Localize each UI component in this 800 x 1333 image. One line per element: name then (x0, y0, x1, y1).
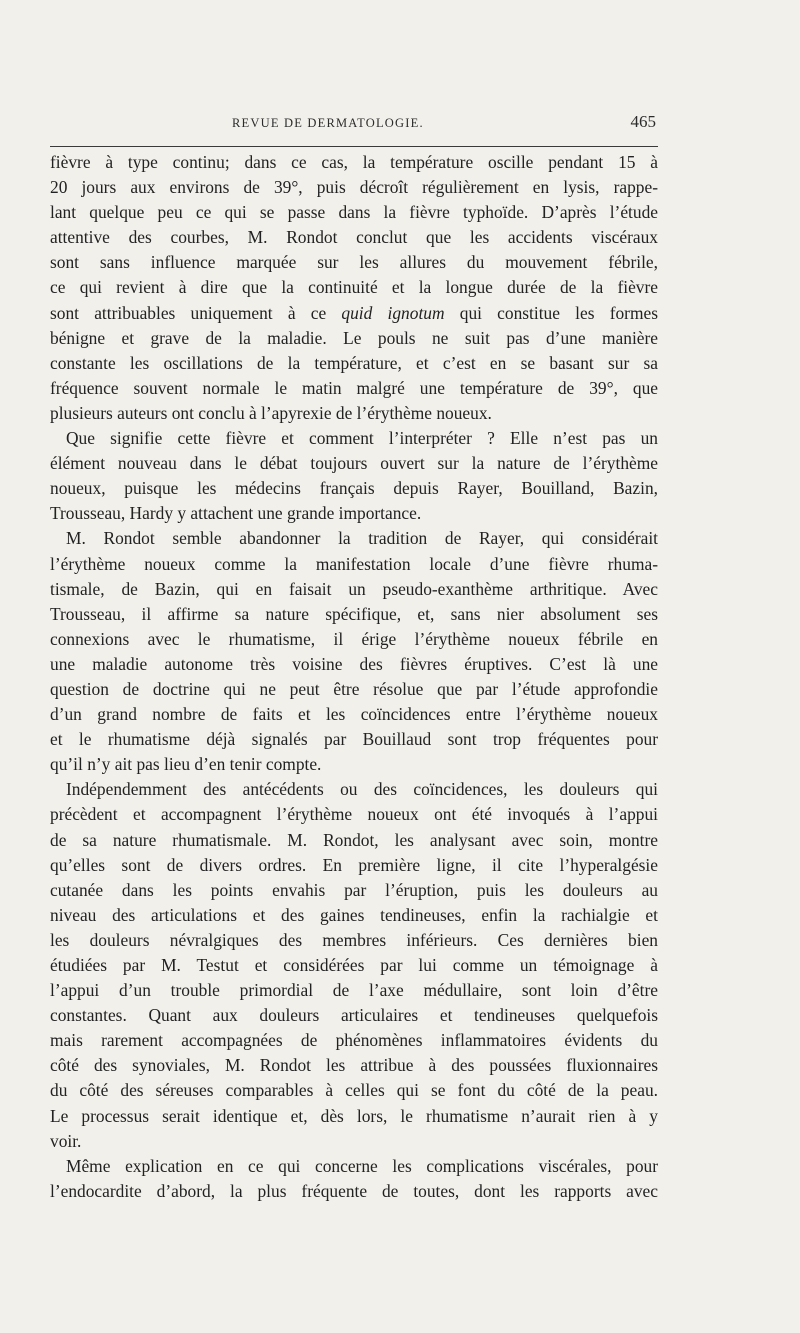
text-line: tismale, de Bazin, qui en faisait un pseudo-exanthème arthritique. Avec (50, 578, 658, 599)
text-line: question de doctrine qui ne peut être résolue que par l’étude approfondie (50, 678, 658, 699)
text-line: M. Rondot semble abandonner la tradition de Rayer, qui considérait (66, 528, 658, 549)
text-line: constantes. Quant aux douleurs articulaires et tendineuses quelquefois (50, 1005, 658, 1026)
text-line: mais rarement accompagnées de phénomènes inflammatoires évidents du (50, 1030, 658, 1051)
text-line-with-italic (50, 301, 658, 326)
header-rule (50, 146, 658, 147)
text-line: voir. (50, 1130, 82, 1151)
text-line: qu’il n’y ait pas lieu d’en tenir compte. (50, 754, 322, 775)
text-line: Même explication en ce qui concerne les complications viscérales, pour (66, 1155, 658, 1176)
body-text (50, 150, 658, 1204)
text-line: ce qui revient à dire que la continuité et la longue durée de la fièvre (50, 277, 658, 298)
text-line: connexions avec le rhumatisme, il érige l’érythème noueux fébrile en (50, 628, 658, 649)
text-line: l’érythème noueux comme la manifestation locale d’une fièvre rhuma- (50, 553, 658, 574)
text-line: Trousseau, Hardy y attachent une grande importance. (50, 503, 422, 524)
text-line: les douleurs névralgiques des membres inférieurs. Ces dernières bien (50, 929, 658, 950)
text-line: de sa nature rhumatismale. M. Rondot, les analysant avec soin, montre (50, 829, 658, 850)
text-line: côté des synoviales, M. Rondot les attribue à des poussées fluxionnaires (50, 1055, 658, 1076)
text-line: cutanée dans les points envahis par l’éruption, puis les douleurs au (50, 879, 658, 900)
text-line: lant quelque peu ce qui se passe dans la fièvre typhoïde. D’après l’étude (50, 202, 658, 223)
text-line: Trousseau, il affirme sa nature spécifique, et, sans nier absolument ses (50, 603, 658, 624)
text-line: Indépendemment des antécédents ou des coïncidences, les douleurs qui (66, 779, 658, 800)
text-line: et le rhumatisme déjà signalés par Bouillaud sont trop fréquentes pour (50, 729, 658, 750)
text-line: plusieurs auteurs ont conclu à l’apyrexie de l’érythème noueux. (50, 402, 492, 423)
text-line: fièvre à type continu; dans ce cas, la température oscille pendant 15 à (50, 152, 658, 172)
text-line: précèdent et accompagnent l’érythème noueux ont été invoqués à l’appui (50, 804, 658, 825)
text-line: qu’elles sont de divers ordres. En première ligne, il cite l’hyperalgésie (50, 854, 658, 875)
text-line: attentive des courbes, M. Rondot conclut que les accidents viscéraux (50, 227, 658, 248)
running-title: REVUE DE DERMATOLOGIE. (232, 116, 424, 130)
text-line: l’endocardite d’abord, la plus fréquente de toutes, dont les rapports avec (50, 1180, 658, 1201)
text-line: une maladie autonome très voisine des fièvres éruptives. C’est là une (50, 653, 658, 674)
text-line: bénigne et grave de la maladie. Le pouls ne suit pas d’une manière (50, 327, 658, 348)
text-line: noueux, puisque les médecins français depuis Rayer, Bouilland, Bazin, (50, 478, 658, 499)
text-line: sont sans influence marquée sur les allures du mouvement fébrile, (50, 252, 658, 273)
text-line: du côté des séreuses comparables à celles qui se font du côté de la peau. (50, 1080, 658, 1101)
text-line: Que signifie cette fièvre et comment l’interpréter ? Elle n’est pas un (66, 428, 658, 449)
text-line: constante les oscillations de la température, et c’est en se basant sur sa (50, 352, 658, 373)
text-line: d’un grand nombre de faits et les coïncidences entre l’érythème noueux (50, 704, 658, 725)
text-line: fréquence souvent normale le matin malgré une température de 39°, que (50, 377, 658, 398)
text-line: niveau des articulations et des gaines tendineuses, enfin la rachialgie et (50, 904, 658, 925)
text-line: élément nouveau dans le débat toujours ouvert sur la nature de l’érythème (50, 453, 658, 474)
page-header (50, 112, 658, 134)
text-segment: qui constitue les formes (444, 302, 658, 323)
page-number: 465 (630, 112, 656, 131)
italic-phrase: quid ignotum (341, 302, 445, 323)
text-line: 20 jours aux environs de 39°, puis décroît régulièrement en lysis, rappe- (50, 177, 658, 198)
text-line: l’appui d’un trouble primordial de l’axe médullaire, sont loin d’être (50, 980, 658, 1001)
text-line: Le processus serait identique et, dès lors, le rhumatisme n’aurait rien à y (50, 1105, 658, 1126)
text-line: étudiées par M. Testut et considérées par lui comme un témoignage à (50, 955, 658, 975)
text-segment: sont attribuables uniquement à ce (50, 302, 342, 323)
